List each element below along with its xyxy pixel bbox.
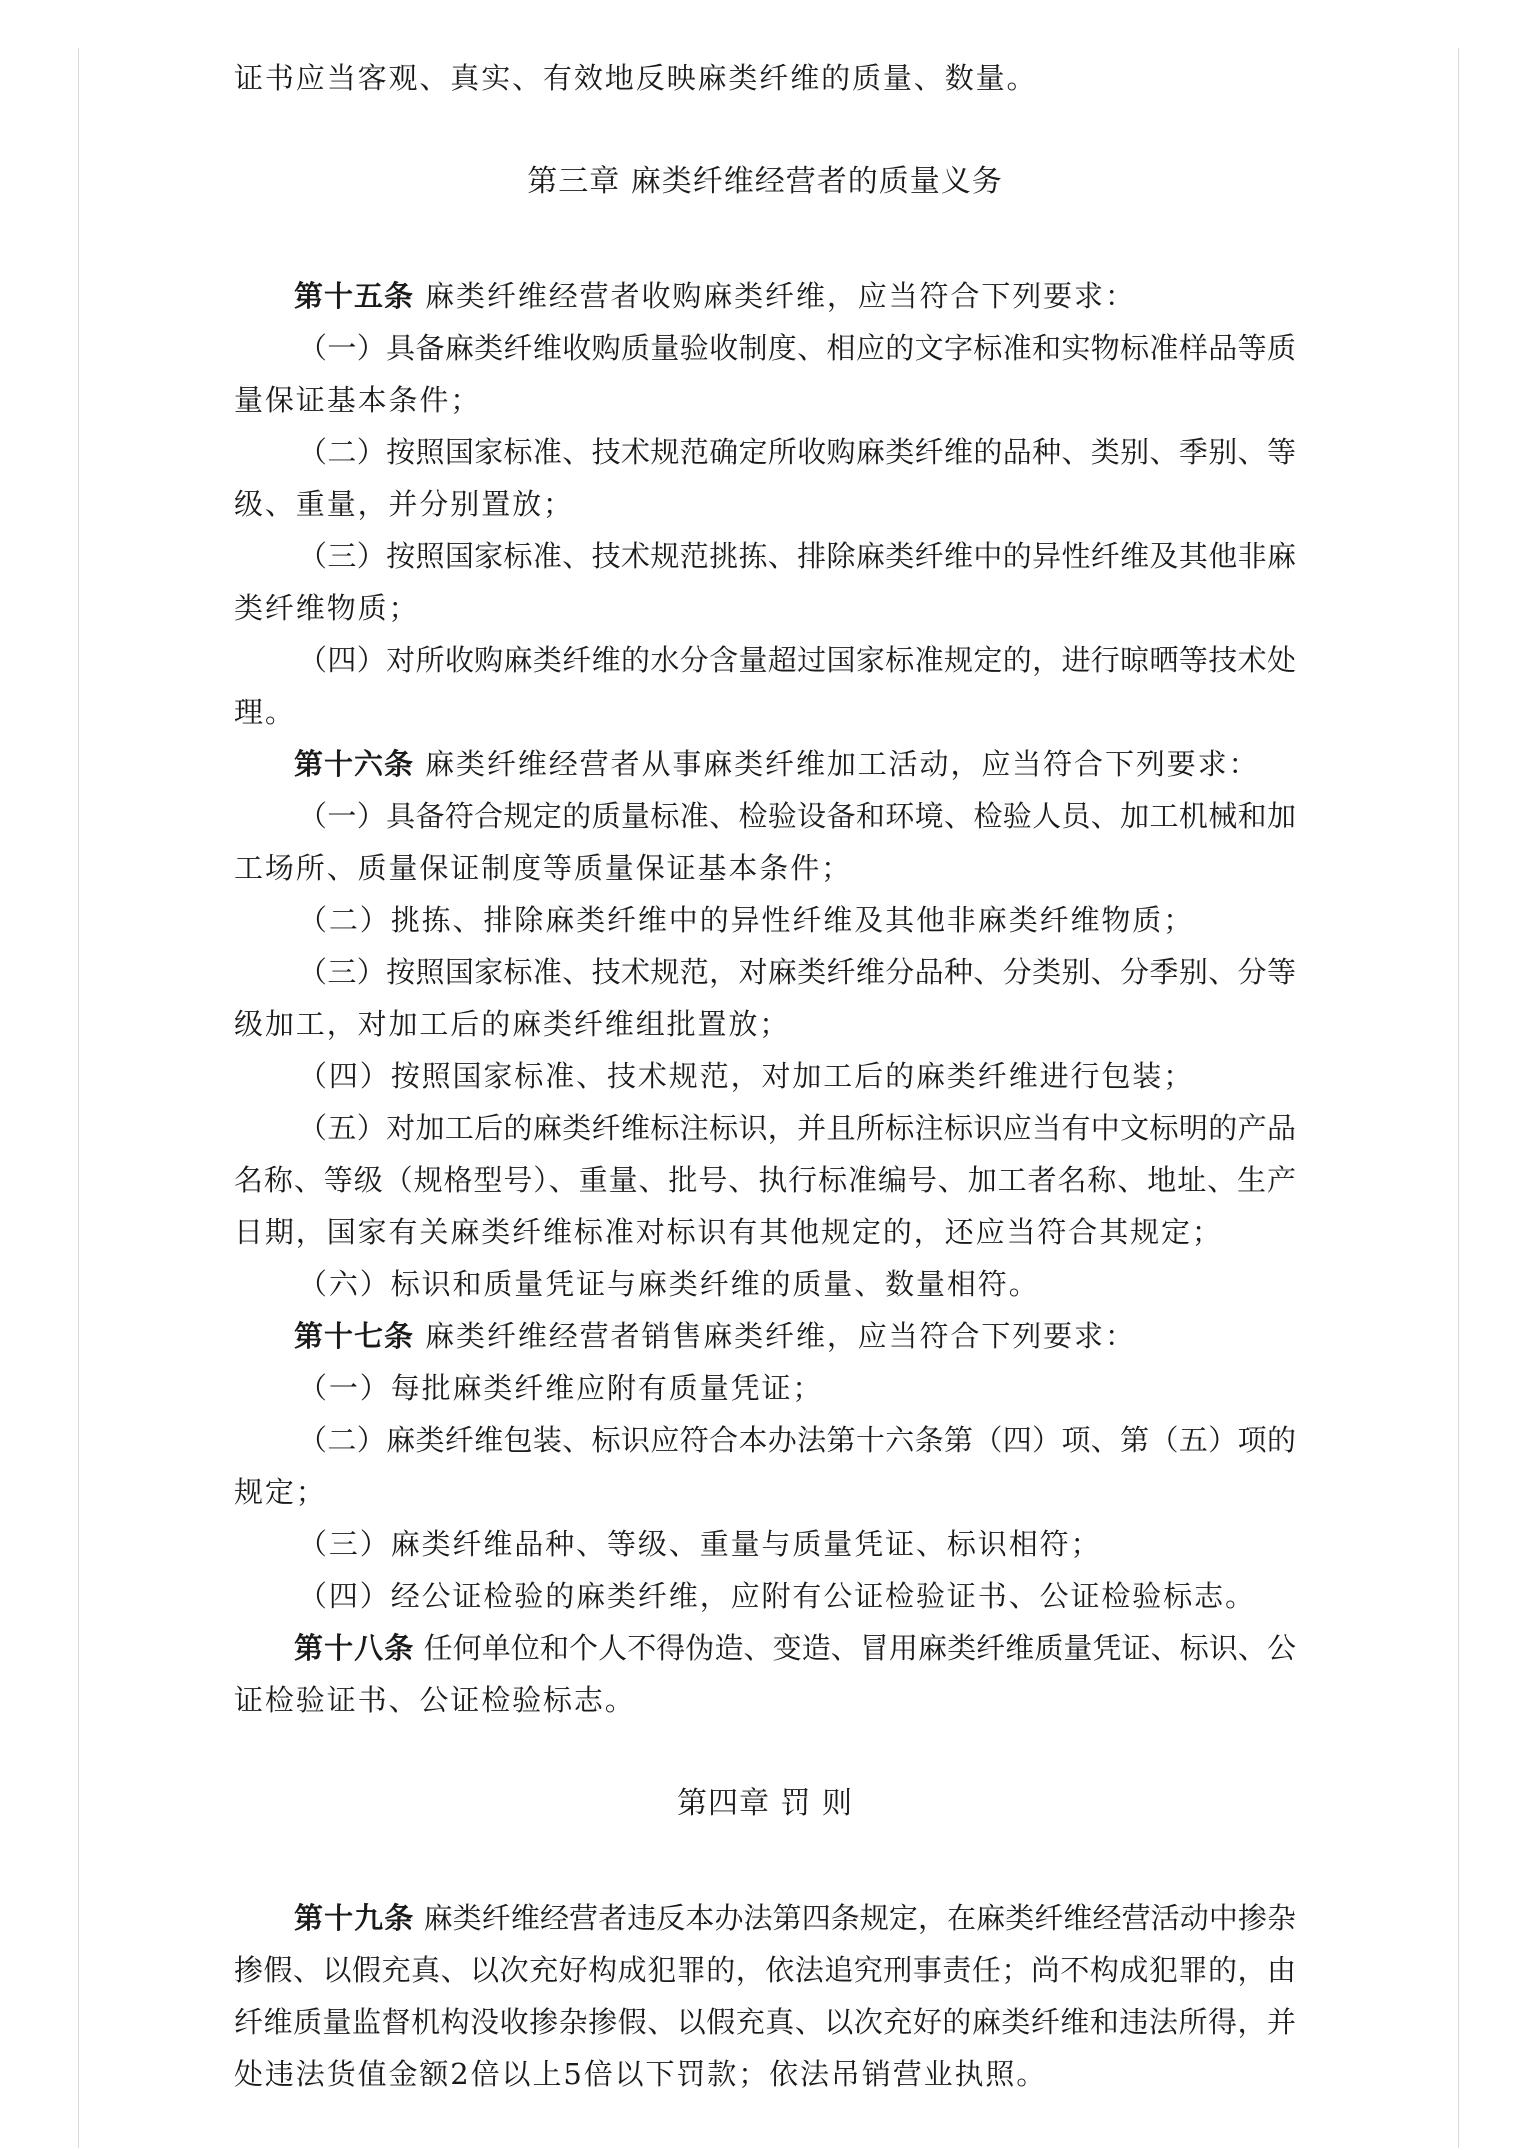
article-number: 第十八条 xyxy=(294,1631,415,1665)
item-line: （三）按照国家标准、技术规范挑拣、排除麻类纤维中的异性纤维及其他非麻 xyxy=(298,539,1296,573)
item-line: （二）按照国家标准、技术规范确定所收购麻类纤维的品种、类别、季别、等 xyxy=(298,435,1296,469)
article-line xyxy=(234,738,1296,790)
item-line: （四）经公证检验的麻类纤维，应附有公证检验证书、公证检验标志。 xyxy=(298,1579,1256,1613)
chapter-heading: 第四章 罚 则 xyxy=(676,1786,854,1821)
article-number: 第十六条 xyxy=(294,747,415,781)
item-line-cont: 级、重量，并分别置放； xyxy=(234,487,574,521)
article-text: 麻类纤维经营者收购麻类纤维，应当符合下列要求： xyxy=(425,279,1136,313)
item-line: （三）按照国家标准、技术规范，对麻类纤维分品种、分类别、分季别、分等 xyxy=(298,955,1296,989)
item-line: （一）每批麻类纤维应附有质量凭证； xyxy=(298,1371,824,1405)
page-edge-right xyxy=(1458,48,1459,2148)
article-line xyxy=(234,1310,1296,1362)
article-text: 任何单位和个人不得伪造、变造、冒用麻类纤维质量凭证、标识、公 xyxy=(423,1631,1296,1665)
item-line: （三）麻类纤维品种、等级、重量与质量凭证、标识相符； xyxy=(298,1527,1102,1561)
item-line: （四）按照国家标准、技术规范，对加工后的麻类纤维进行包装； xyxy=(298,1059,1195,1093)
article-number: 第十九条 xyxy=(294,1901,415,1935)
item-line: （一）具备麻类纤维收购质量验收制度、相应的文字标准和实物标准样品等质 xyxy=(298,331,1296,365)
article-text: 麻类纤维经营者销售麻类纤维，应当符合下列要求： xyxy=(425,1319,1136,1353)
item-line: （二）麻类纤维包装、标识应符合本办法第十六条第（四）项、第（五）项的 xyxy=(298,1423,1296,1457)
article-line xyxy=(234,1622,1296,1674)
item-line-cont: 日期，国家有关麻类纤维标准对标识有其他规定的，还应当符合其规定； xyxy=(234,1215,1223,1249)
article-text: 麻类纤维经营者违反本办法第四条规定，在麻类纤维经营活动中掺杂 xyxy=(423,1901,1296,1935)
article-line-cont: 处违法货值金额2倍以上5倍以下罚款；依法吊销营业执照。 xyxy=(234,2057,1048,2091)
item-line-cont: 量保证基本条件； xyxy=(234,383,482,417)
item-line-cont: 名称、等级（规格型号）、重量、批号、执行标准编号、加工者名称、地址、生产 xyxy=(234,1163,1296,1197)
article-text: 麻类纤维经营者从事麻类纤维加工活动，应当符合下列要求： xyxy=(425,747,1260,781)
article-line-cont: 掺假、以假充真、以次充好构成犯罪的，依法追究刑事责任；尚不构成犯罪的，由 xyxy=(234,1953,1296,1987)
chapter-heading: 第三章 麻类纤维经营者的质量义务 xyxy=(527,164,1003,199)
item-line: （五）对加工后的麻类纤维标注标识，并且所标注标识应当有中文标明的产品 xyxy=(298,1111,1296,1145)
text-line: 证书应当客观、真实、有效地反映麻类纤维的质量、数量。 xyxy=(234,61,1038,95)
item-line: （二）挑拣、排除麻类纤维中的异性纤维及其他非麻类纤维物质； xyxy=(298,903,1195,937)
document-page xyxy=(234,52,1296,2100)
item-line-cont: 级加工，对加工后的麻类纤维组批置放； xyxy=(234,1007,791,1041)
item-line-cont: 理。 xyxy=(234,695,296,729)
article-number: 第十五条 xyxy=(294,279,415,313)
item-line: （四）对所收购麻类纤维的水分含量超过国家标准规定的，进行晾晒等技术处 xyxy=(298,643,1296,677)
article-line xyxy=(234,270,1296,322)
item-line: （六）标识和质量凭证与麻类纤维的质量、数量相符。 xyxy=(298,1267,1040,1301)
page-edge-left xyxy=(78,48,79,2148)
article-line xyxy=(234,1892,1296,1944)
article-line-cont: 证检验证书、公证检验标志。 xyxy=(234,1683,636,1717)
item-line: （一）具备符合规定的质量标准、检验设备和环境、检验人员、加工机械和加 xyxy=(298,799,1296,833)
item-line-cont: 工场所、质量保证制度等质量保证基本条件； xyxy=(234,851,853,885)
article-number: 第十七条 xyxy=(294,1319,415,1353)
article-line-cont: 纤维质量监督机构没收掺杂掺假、以假充真、以次充好的麻类纤维和违法所得，并 xyxy=(234,2005,1296,2039)
item-line-cont: 规定； xyxy=(234,1475,327,1509)
item-line-cont: 类纤维物质； xyxy=(234,591,420,625)
